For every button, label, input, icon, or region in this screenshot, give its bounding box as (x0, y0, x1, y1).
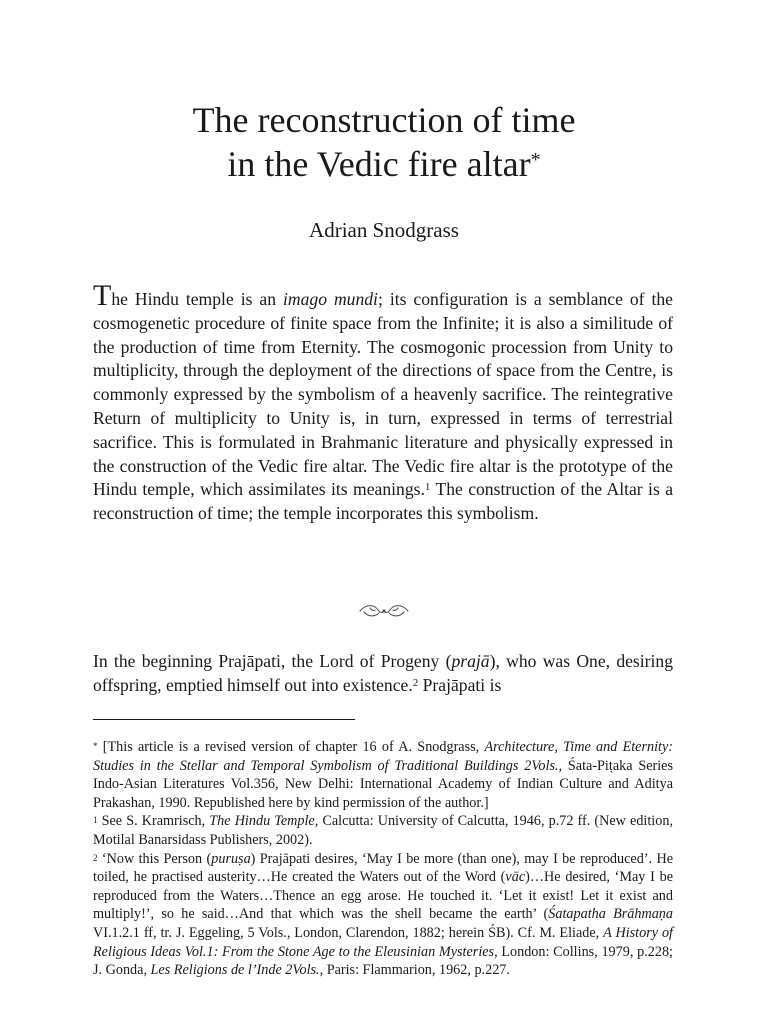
paragraph-2-text-b: ), who was One, desiring offspring, emptied himself out into existence. (93, 651, 674, 695)
footnote-2-text-b: ) Prajāpati desires, ‘May I be more (than one), may I be reproduced’. He toiled, he practised austerity…He created the Waters out of the Word ( (93, 850, 673, 886)
paragraph-1-text-c: The construction of the Altar is a reconstruction of time; the temple incorporates this symbolism. (93, 479, 673, 524)
title-footnote-marker: * (530, 149, 541, 171)
footnote-1-italic: The Hindu Temple (209, 813, 315, 830)
footnote-2 (93, 850, 673, 980)
footnote-star-italic: Architecture, Time and Eternity: Studies in the Stellar and Temporal Symbolism of Traditional Buildings 2Vols. (93, 739, 674, 774)
title-line-2-text: in the Vedic fire altar (227, 144, 531, 184)
footnote-1-marker: 1 (93, 815, 98, 826)
footnote-2-text-a: ‘Now this Person ( (97, 850, 212, 867)
footnote-star-text-b: , Śata-Piṭaka Series Indo-Asian Literatures Vol.356, New Delhi: International Academy of Indian Culture and Aditya Prakashan, 1990. Republished here by kind permission of the author.] (93, 757, 673, 811)
footnote-ref-2[interactable]: 2 (412, 676, 419, 689)
footnote-1 (93, 812, 673, 849)
footnote-2-italic-a: puruṣa (211, 850, 251, 867)
footnote-star (93, 738, 673, 812)
footnote-2-marker: 2 (93, 852, 98, 863)
footnote-2-italic-c: Śatapatha Brāhmaṇa (548, 906, 673, 923)
paragraph-1-text-a: he Hindu temple is an (111, 289, 283, 309)
footnote-star-marker: * (93, 741, 98, 751)
drop-cap: T (93, 279, 112, 312)
footnote-2-italic-d: A History of Religious Ideas Vol.1: From the Stone Age to the Eleusinian Mysteries (93, 924, 673, 960)
paragraph-1-text-b: ; its configuration is a semblance of the cosmogenetic procedure of finite space from the Infinite; it is also a similitude of the production of time from Eternity. The cosmogonic procession from Unity to multiplicity, through the deployment of the directions of space from the Centre, is commonly expressed by the symbolism of a heavenly sacrifice. The reintegrative Return of multiplicity to Unity is, in turn, expressed in terms of terrestrial sacrifice. This is formulated in Brahmanic literature and physically expressed in the construction of the Vedic fire altar. The Vedic fire altar is the prototype of the Hindu temple, which assimilates its meanings. (93, 289, 673, 500)
footnote-2-italic-e: Les Religions de l’Inde 2Vols. (150, 962, 320, 979)
author-name: Adrian Snodgrass (309, 218, 459, 242)
body-paragraph-2 (93, 650, 673, 698)
footnote-2-text-d: VI.1.2.1 ff, tr. J. Eggeling, 5 Vols., London, Clarendon, 1882; herein ŚB). Cf. M. Eliade, (93, 924, 604, 941)
paragraph-1-italic: imago mundi (283, 289, 378, 309)
footnote-2-text-f: , Paris: Flammarion, 1962, p.227. (319, 962, 510, 979)
footnote-2-text-e: , London: Collins, 1979, p.228; J. Gonda, (93, 943, 673, 979)
footnote-2-italic-b: vāc (505, 869, 526, 886)
footnote-2-text-c: )…He desired, ‘May I be reproduced from the Waters…Thence an egg arose. He touched it. ‘Let it exist! Let it exist and multiply!’, so he said…And that which was the shell became the earth’ ( (93, 869, 673, 923)
paragraph-2-italic: prajā (451, 651, 490, 671)
title-line-1: The reconstruction of time (192, 100, 576, 140)
article-title (0, 98, 768, 186)
footnote-divider (93, 719, 355, 720)
footnote-star-text-a: [This article is a revised version of chapter 16 of A. Snodgrass, (97, 739, 485, 755)
footnote-1-text-b: , Calcutta: University of Calcutta, 1946, p.72 ff. (New edition, Motilal Banarsidass Publishers, 2002). (93, 813, 673, 848)
paragraph-2-text-a: In the beginning Prajāpati, the Lord of Progeny ( (93, 651, 452, 671)
footnotes (93, 738, 673, 980)
footnote-1-text-a: See S. Kramrisch, (97, 813, 210, 830)
paragraph-2-text-c: Prajāpati is (418, 674, 502, 695)
footnote-ref-1[interactable]: 1 (424, 481, 431, 494)
body-paragraph-1 (93, 279, 673, 526)
title-line-2 (0, 142, 768, 186)
fleuron-ornament-icon (358, 602, 410, 620)
